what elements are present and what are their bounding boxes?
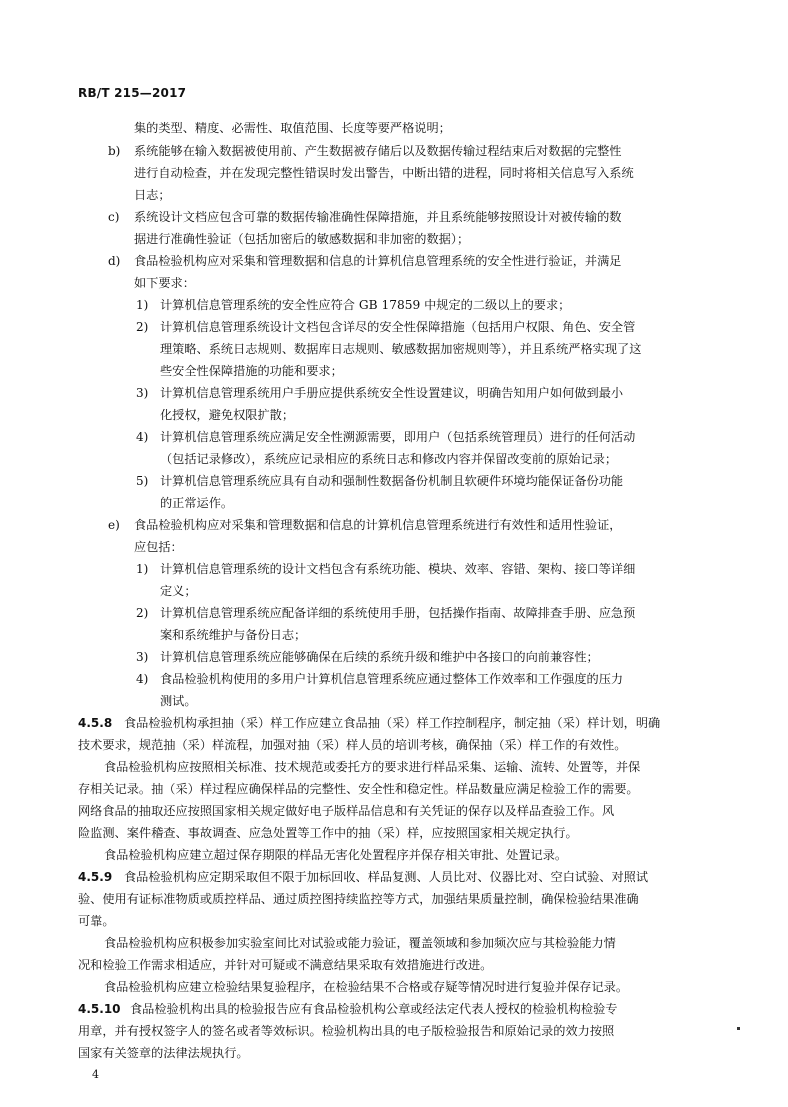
sub-list-marker: 2)	[136, 320, 149, 334]
text-line: 化授权，避免权限扩散；	[160, 408, 295, 422]
standard-code-header: RB/T 215—2017	[78, 86, 187, 100]
text-line: 定义；	[160, 584, 197, 598]
text-line: 计算机信息管理系统应具有自动和强制性数据备份机制且软硬件环境均能保证备份功能	[160, 474, 624, 488]
text-line: 测试。	[160, 694, 197, 708]
sub-list-marker: 5)	[136, 474, 149, 488]
text-line: 进行自动检查，并在发现完整性错误时发出警告，中断出错的进程，同时将相关信息写入系统	[134, 166, 634, 180]
section-number: 4.5.8	[78, 716, 113, 730]
text-line: 计算机信息管理系统设计文档包含详尽的安全性保障措施（包括用户权限、角色、安全管	[160, 320, 636, 334]
text-line: 计算机信息管理系统用户手册应提供系统安全性设置建议，明确告知用户如何做到最小	[160, 386, 624, 400]
text-line: 食品检验机构出具的检验报告应有食品检验机构公章或经法定代表人授权的检验机构检验专	[130, 1002, 618, 1016]
text-line: 用章，并有授权签字人的签名或者等效标识。检验机构出具的电子版检验报告和原始记录的效力按照	[78, 1024, 615, 1038]
text-line: 计算机信息管理系统的安全性应符合 GB 17859 中规定的二级以上的要求；	[160, 298, 571, 312]
list-marker-e: e)	[108, 518, 120, 532]
text-line: 食品检验机构承担抽（采）样工作应建立食品抽（采）样工作控制程序，制定抽（采）样计划，明确	[124, 716, 661, 730]
list-marker-d: d)	[108, 254, 121, 268]
text-line: 国家有关签章的法律法规执行。	[78, 1046, 249, 1060]
text-line: 可靠。	[78, 914, 115, 928]
scan-speck	[737, 1027, 740, 1030]
text-line: 系统能够在输入数据被使用前、产生数据被存储后以及数据传输过程结束后对数据的完整性	[134, 144, 622, 158]
text-line: 计算机信息管理系统应能够确保在后续的系统升级和维护中各接口的向前兼容性；	[160, 650, 599, 664]
text-line: 计算机信息管理系统应满足安全性溯源需要，即用户（包括系统管理员）进行的任何活动	[160, 430, 636, 444]
list-marker-b: b)	[108, 144, 121, 158]
text-line: 系统设计文档应包含可靠的数据传输准确性保障措施，并且系统能够按照设计对被传输的数	[134, 210, 622, 224]
text-line: 食品检验机构应建立超过保存期限的样品无害化处置程序并保存相关审批、处置记录。	[104, 848, 568, 862]
section-number: 4.5.9	[78, 870, 113, 884]
text-line: 据进行准确性验证（包括加密后的敏感数据和非加密的数据）；	[134, 232, 470, 246]
text-line: 存相关记录。抽（采）样过程应确保样品的完整性、安全性和稳定性。样品数量应满足检验工作的需要。	[78, 782, 639, 796]
text-line: 验、使用有证标准物质或质控样品、通过质控图持续监控等方式，加强结果质量控制，确保检验结果准确	[78, 892, 639, 906]
text-line: 食品检验机构应积极参加实验室间比对试验或能力验证，覆盖领域和参加频次应与其检验能力情	[104, 936, 616, 950]
sub-list-marker: 1)	[136, 562, 149, 576]
text-line: 日志；	[134, 188, 171, 202]
sub-list-marker: 4)	[136, 672, 149, 686]
sub-list-marker: 1)	[136, 298, 149, 312]
section-number: 4.5.10	[78, 1002, 121, 1016]
text-line: 的正常运作。	[160, 496, 234, 510]
text-line: 集的类型、精度、必需性、取值范围、长度等要严格说明；	[134, 121, 451, 135]
text-line: 食品检验机构应建立检验结果复验程序，在检验结果不合格或存疑等情况时进行复验并保存记录。	[104, 980, 629, 994]
text-line: 网络食品的抽取还应按照国家相关规定做好电子版样品信息和有关凭证的保存以及样品查验工作。风	[78, 804, 615, 818]
text-line: 食品检验机构应对采集和管理数据和信息的计算机信息管理系统进行有效性和适用性验证，	[134, 518, 622, 532]
text-line: 技术要求，规范抽（采）样流程，加强对抽（采）样人员的培训考核，确保抽（采）样工作的有效性。	[78, 738, 627, 752]
text-line: 食品检验机构使用的多用户计算机信息管理系统应通过整体工作效率和工作强度的压力	[160, 672, 624, 686]
sub-list-marker: 2)	[136, 606, 149, 620]
text-line: 食品检验机构应按照相关标准、技术规范或委托方的要求进行样品采集、运输、流转、处置等，并保	[104, 760, 641, 774]
text-line: 应包括：	[134, 540, 183, 554]
text-line: 案和系统维护与备份日志；	[160, 628, 307, 642]
text-line: 计算机信息管理系统的设计文档包含有系统功能、模块、效率、容错、架构、接口等详细	[160, 562, 636, 576]
text-line: 理策略、系统日志规则、数据库日志规则、敏感数据加密规则等），并且系统严格实现了这	[160, 342, 642, 356]
text-line: 况和检验工作需求相适应，并针对可疑或不满意结果采取有效措施进行改进。	[78, 958, 493, 972]
sub-list-marker: 3)	[136, 386, 149, 400]
list-marker-c: c)	[108, 210, 120, 224]
sub-list-marker: 4)	[136, 430, 149, 444]
text-line: 些安全性保障措施的功能和要求；	[160, 364, 343, 378]
text-line: 食品检验机构应对采集和管理数据和信息的计算机信息管理系统的安全性进行验证，并满足	[134, 254, 622, 268]
text-line: 如下要求：	[134, 276, 195, 290]
text-line: 险监测、案件稽查、事故调查、应急处置等工作中的抽（采）样，应按照国家相关规定执行。	[78, 826, 578, 840]
page-number: 4	[92, 1068, 99, 1081]
text-line: 食品检验机构应定期采取但不限于加标回收、样品复测、人员比对、仪器比对、空白试验、对照试	[124, 870, 649, 884]
text-line: 计算机信息管理系统应配备详细的系统使用手册，包括操作指南、故障排查手册、应急预	[160, 606, 636, 620]
sub-list-marker: 3)	[136, 650, 149, 664]
text-line: （包括记录修改），系统应记录相应的系统日志和修改内容并保留改变前的原始记录；	[160, 452, 618, 466]
